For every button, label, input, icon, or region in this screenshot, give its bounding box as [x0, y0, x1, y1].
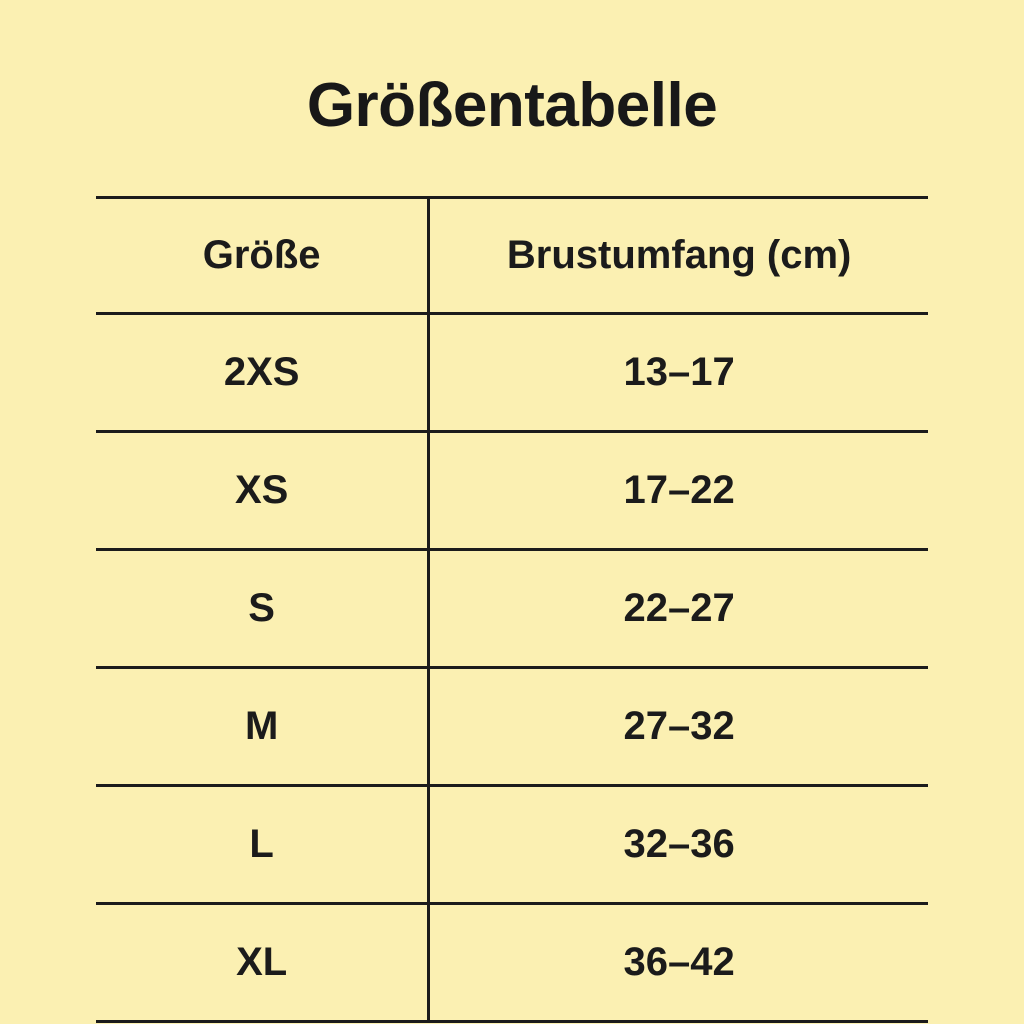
table-header	[96, 198, 928, 314]
cell-size: XL	[96, 904, 429, 1022]
table-row	[96, 314, 928, 432]
table-row	[96, 904, 928, 1022]
cell-chest: 22–27	[429, 550, 928, 668]
table-row	[96, 668, 928, 786]
table-row	[96, 550, 928, 668]
cell-chest: 27–32	[429, 668, 928, 786]
cell-chest: 32–36	[429, 786, 928, 904]
table-header-row	[96, 198, 928, 314]
cell-chest: 36–42	[429, 904, 928, 1022]
cell-size: S	[96, 550, 429, 668]
size-table	[96, 196, 928, 1023]
cell-chest: 13–17	[429, 314, 928, 432]
cell-chest: 17–22	[429, 432, 928, 550]
table-body	[96, 314, 928, 1022]
cell-size: 2XS	[96, 314, 429, 432]
size-table-container	[96, 140, 928, 1023]
cell-size: L	[96, 786, 429, 904]
cell-size: XS	[96, 432, 429, 550]
cell-size: M	[96, 668, 429, 786]
table-row	[96, 432, 928, 550]
table-row	[96, 786, 928, 904]
column-header-size: Größe	[96, 198, 429, 314]
page-title: Größentabelle	[306, 71, 718, 140]
column-header-chest: Brustumfang (cm)	[429, 198, 928, 314]
